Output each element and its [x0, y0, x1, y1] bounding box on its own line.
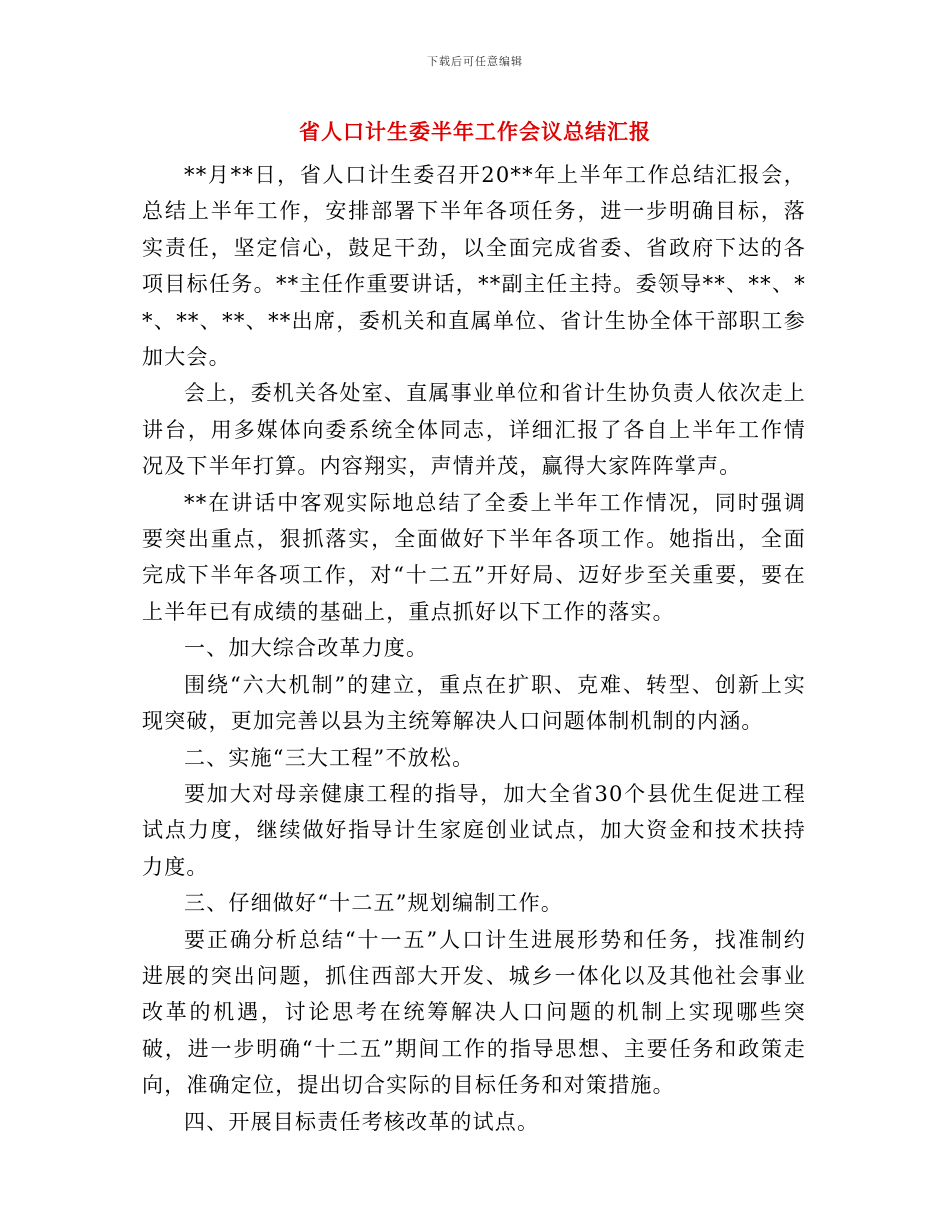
paragraph-item-2: 要加大对母亲健康工程的指导，加大全省30个县优生促进工程试点力度，继续做好指导计生家庭创业试点，加大资金和技术扶持力度。	[142, 781, 806, 879]
heading-item-4: 四、开展目标责任考核改革的试点。	[184, 1109, 540, 1134]
paragraph-item-3: 要正确分析总结“十一五”人口计生进展形势和任务，找准制约进展的突出问题，抓住西部大开发、城乡一体化以及其他社会事业改革的机遇，讨论思考在统筹解决人口问题的机制上实现哪些突破，进一步明确“十二五”期间工作的指导思想、主要任务和政策走向，准确定位，提出切合实际的目标任务和对策措施。	[142, 927, 806, 1098]
paragraph-meeting-intro: **月**日，省人口计生委召开20**年上半年工作总结汇报会，总结上半年工作，安排部署下半年各项任务，进一步明确目标，落实责任，坚定信心，鼓足干劲，以全面完成省委、省政府下达的各项目标任务。**主任作重要讲话，**副主任主持。委领导**、**、**、**、**、**出席，委机关和直属单位、省计生协全体干部职工参加大会。	[142, 163, 806, 370]
header-note: 下载后可任意编辑	[427, 55, 523, 68]
heading-item-3: 三、仔细做好“十二五”规划编制工作。	[184, 891, 564, 916]
document-body	[142, 157, 806, 1140]
heading-item-1: 一、加大综合改革力度。	[184, 636, 429, 661]
document-title: 省人口计生委半年工作会议总结汇报	[299, 119, 651, 144]
heading-item-2: 二、实施“三大工程”不放松。	[184, 745, 475, 770]
paragraph-department-reports: 会上，委机关各处室、直属事业单位和省计生协负责人依次走上讲台，用多媒体向委系统全体同志，详细汇报了各自上半年工作情况及下半年打算。内容翔实，声情并茂，赢得大家阵阵掌声。	[142, 381, 806, 479]
paragraph-item-1: 围绕“六大机制”的建立，重点在扩职、克难、转型、创新上实现突破，更加完善以县为主统筹解决人口问题体制机制的内涵。	[142, 672, 806, 734]
paragraph-speech-summary: **在讲话中客观实际地总结了全委上半年工作情况，同时强调要突出重点，狠抓落实，全面做好下半年各项工作。她指出，全面完成下半年各项工作，对“十二五”开好局、迈好步至关重要，要在上半年已有成绩的基础上，重点抓好以下工作的落实。	[142, 490, 806, 624]
